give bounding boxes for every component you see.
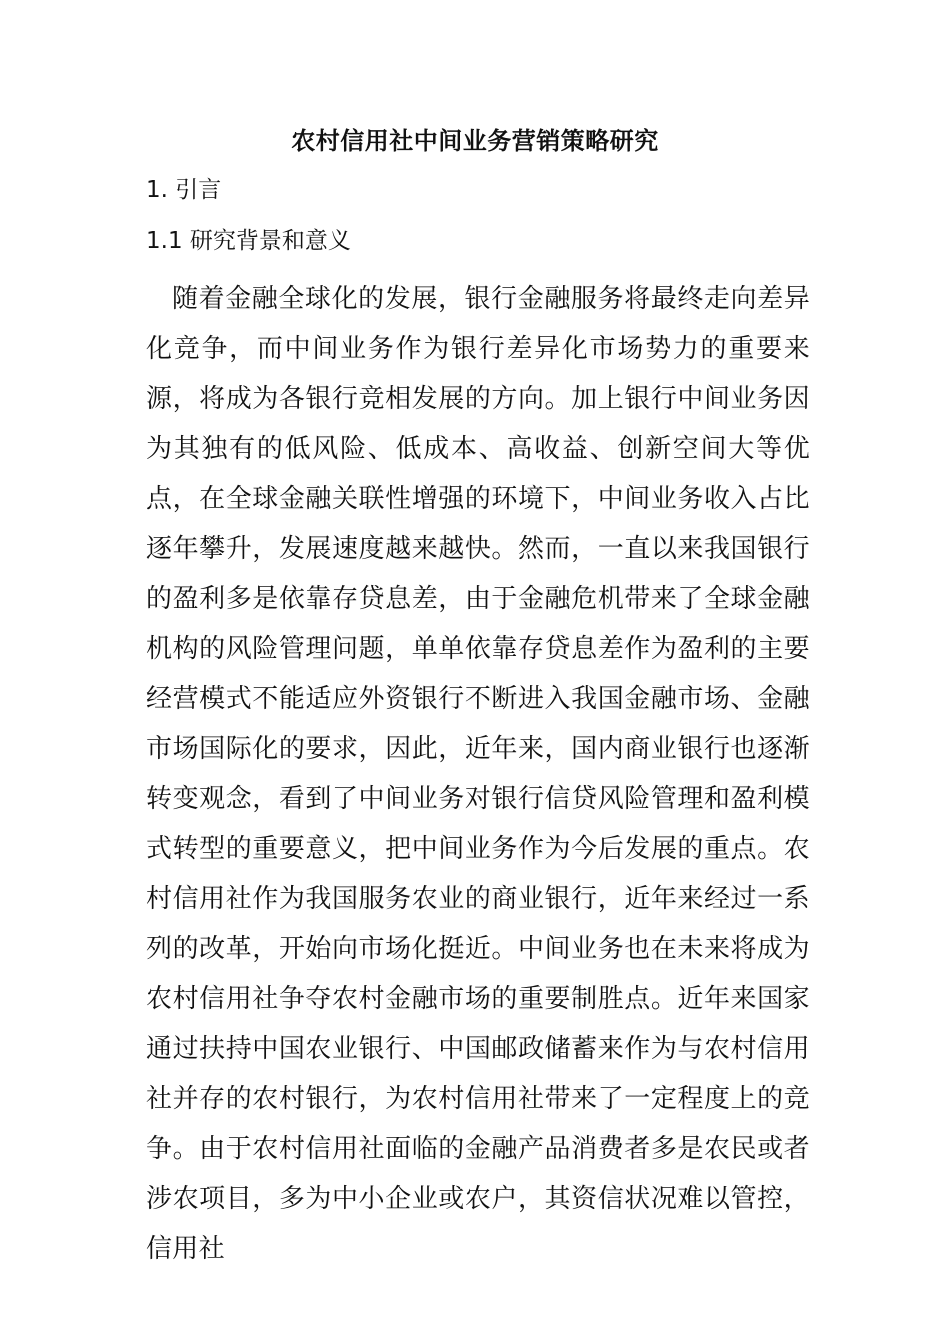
section-heading: 1. 引言 xyxy=(146,177,222,203)
body-paragraph: 随着金融全球化的发展，银行金融服务将最终走向差异化竞争，而中间业务作为银行差异化市场势力的重要来源，将成为各银行竞相发展的方向。加上银行中间业务因为其独有的低风险、低成本、高收益、创新空间大等优点，在全球金融关联性增强的环境下，中间业务收入占比逐年攀升，发展速度越来越快。然而，一直以来我国银行的盈利多是依靠存贷息差，由于金融危机带来了全球金融机构的风险管理问题，单单依靠存贷息差作为盈利的主要经营模式不能适应外资银行不断进入我国金融市场、金融市场国际化的要求，因此，近年来，国内商业银行也逐渐转变观念，看到了中间业务对银行信贷风险管理和盈利模式转型的重要意义，把中间业务作为今后发展的重点。农村信用社作为我国服务农业的商业银行，近年来经过一系列的改革，开始向市场化挺近。中间业务也在未来将成为农村信用社争夺农村金融市场的重要制胜点。近年来国家通过扶持中国农业银行、中国邮政储蓄来作为与农村信用社并存的农村银行，为农村信用社带来了一定程度上的竞争。由于农村信用社面临的金融产品消费者多是农民或者涉农项目，多为中小企业或农户，其资信状况难以管控，信用社 xyxy=(146,284,810,1264)
document-title: 农村信用社中间业务营销策略研究 xyxy=(291,127,659,155)
subsection-heading: 1.1 研究背景和意义 xyxy=(146,228,351,254)
